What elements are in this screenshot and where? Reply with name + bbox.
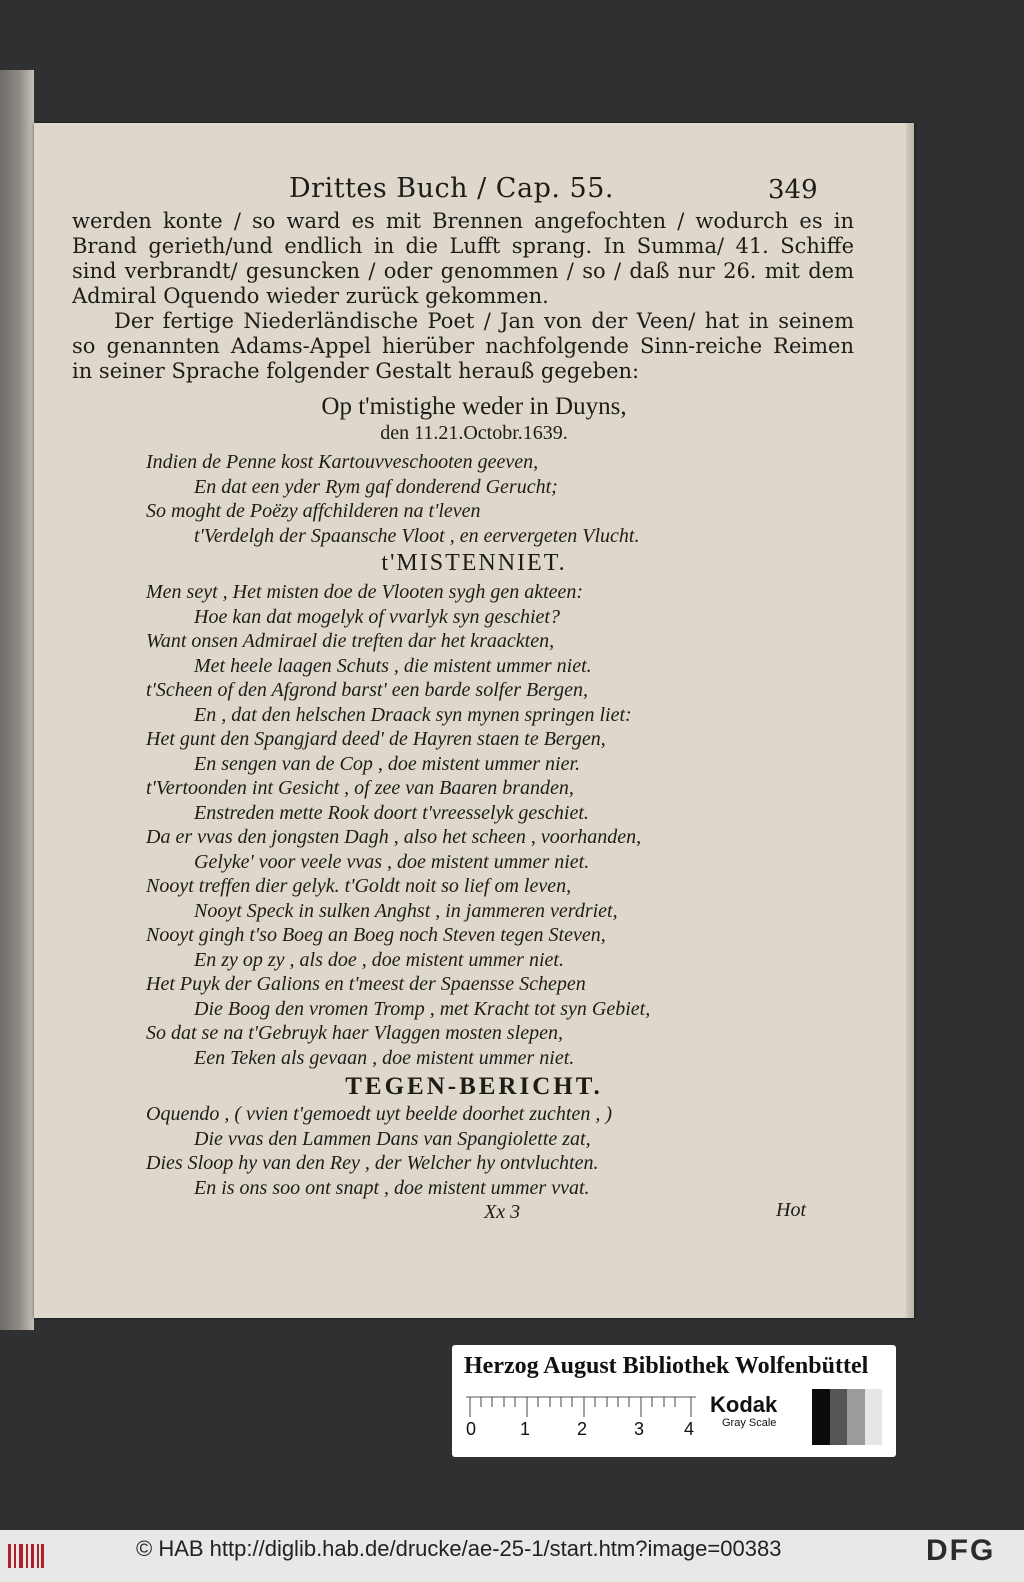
prose-text: Der fertige Niederländische Poet / Jan von der Veen/ hat in seinem so genannten Adams-Appel hierüber nachfolgende Sinn-reiche Reimen in seiner Sprache folgender Gestalt herauß gegeben: <box>72 309 854 383</box>
gray-patch <box>847 1389 865 1445</box>
verse-line: Da er vvas den jongsten Dagh , also het scheen , voorhanden, <box>146 826 642 848</box>
verse-line: En dat een yder Rym gaf donderend Gerucht; <box>194 475 558 498</box>
verse-line: Die vvas den Lammen Dans van Spangiolette zat, <box>194 1127 591 1150</box>
poem2-verse <box>146 581 650 1071</box>
verse-line: t'Vertoonden int Gesicht , of zee van Baaren branden, <box>146 777 574 799</box>
poem1-verse <box>146 451 639 549</box>
verse-line: Gelyke' voor veele vvas , doe mistent ummer niet. <box>194 850 590 873</box>
verse-line: En sengen van de Cop , doe mistent ummer nier. <box>194 752 581 775</box>
ruler-label: 4 <box>684 1419 695 1435</box>
verse-line: Men seyt , Het misten doe de Vlooten sygh gen akteen: <box>146 581 584 603</box>
prose-paragraph-1 <box>72 209 854 309</box>
poem1-title: Op t'mistighe weder in Duyns, <box>321 393 627 420</box>
verse-line: Het Puyk der Galions en t'meest der Spaensse Schepen <box>146 973 586 995</box>
gray-patch <box>830 1389 848 1445</box>
verse-line: Nooyt gingh t'so Boeg an Boeg noch Steven tegen Steven, <box>146 924 606 946</box>
verse-line: En zy op zy , als doe , doe mistent ummer niet. <box>194 948 564 971</box>
verse-line: Het gunt den Spangjard deed' de Hayren staen te Bergen, <box>146 728 606 750</box>
signature-mark: Xx 3 <box>484 1201 521 1223</box>
verse-line: En is ons soo ont snapt , doe mistent ummer vvat. <box>194 1176 590 1199</box>
adjacent-page-shadow <box>0 70 34 1330</box>
verse-line: Dies Sloop hy van den Rey , der Welcher hy ontvluchten. <box>146 1152 599 1174</box>
dfg-logo: DFG <box>926 1534 996 1567</box>
kodak-logo: Kodak <box>710 1392 778 1417</box>
verse-line: Want onsen Admirael die treften dar het kraackten, <box>146 630 555 652</box>
running-head: Drittes Buch / Cap. 55. <box>289 173 614 204</box>
barcode-icon <box>6 1538 46 1574</box>
page-edge <box>906 123 914 1318</box>
verse-line: Nooyt treffen dier gelyk. t'Goldt noit so lief om leven, <box>146 875 572 897</box>
verse-line: Met heele laagen Schuts , die mistent ummer niet. <box>194 654 592 677</box>
poem3-title: TEGEN-BERICHT. <box>345 1073 603 1100</box>
poem3-verse <box>146 1103 612 1201</box>
footer-bar <box>0 1530 1024 1582</box>
book-page <box>34 123 914 1318</box>
ruler-label: 2 <box>577 1419 588 1435</box>
library-name: Herzog August Bibliothek Wolfenbüttel <box>464 1353 869 1379</box>
verse-line: Die Boog den vromen Tromp , met Kracht tot syn Gebiet, <box>194 997 651 1020</box>
verse-line: t'Scheen of den Afgrond barst' een barde solfer Bergen, <box>146 679 588 701</box>
gray-patch <box>865 1389 883 1445</box>
prose-text: werden konte / so ward es mit Brennen angefochten / wodurch es in Brand gerieth/und endlich in die Lufft sprang. In Summa/ 41. Schiffe sind verbrandt/ gesuncken / oder genommen / so / daß nur 26. mit dem Admiral Oquendo wieder zurück gekommen. <box>72 209 854 308</box>
color-calibration-card <box>452 1345 896 1457</box>
verse-line: Hoe kan dat mogelyk of vvarlyk syn geschiet? <box>194 605 560 628</box>
ruler-label: 0 <box>466 1419 477 1435</box>
verse-line: Indien de Penne kost Kartouvveschooten geeven, <box>146 451 539 473</box>
catchword: Hot <box>776 1199 806 1221</box>
gray-patches <box>812 1389 882 1445</box>
ruler-label: 3 <box>634 1419 645 1435</box>
verse-line: t'Verdelgh der Spaansche Vloot , en eervergeten Vlucht. <box>194 524 640 547</box>
ruler-label: 1 <box>520 1419 531 1435</box>
page-header <box>34 173 914 213</box>
poem2-title: t'MISTENNIET. <box>381 550 567 576</box>
scale-ruler <box>466 1395 696 1435</box>
prose-paragraph-2 <box>72 309 854 384</box>
gray-patch <box>812 1389 830 1445</box>
verse-line: Nooyt Speck in sulken Anghst , in jammeren verdriet, <box>194 899 618 922</box>
verse-line: So moght de Poëzy affchilderen na t'leven <box>146 500 481 522</box>
verse-line: So dat se na t'Gebruyk haer Vlaggen mosten slepen, <box>146 1022 563 1044</box>
poem1-date: den 11.21.Octobr.1639. <box>380 422 568 444</box>
verse-line: En , dat den helschen Draack syn mynen springen liet: <box>194 703 632 726</box>
gray-scale-label: Gray Scale <box>722 1417 777 1429</box>
verse-line: Een Teken als gevaan , doe mistent ummer niet. <box>194 1046 575 1069</box>
verse-line: Oquendo , ( vvien t'gemoedt uyt beelde doorhet zuchten , ) <box>146 1103 612 1125</box>
verse-line: Enstreden mette Rook doort t'vreesselyk geschiet. <box>194 801 589 824</box>
page-number: 349 <box>768 175 818 205</box>
copyright-link[interactable]: © HAB http://diglib.hab.de/drucke/ae-25-1/start.htm?image=00383 <box>136 1536 782 1561</box>
